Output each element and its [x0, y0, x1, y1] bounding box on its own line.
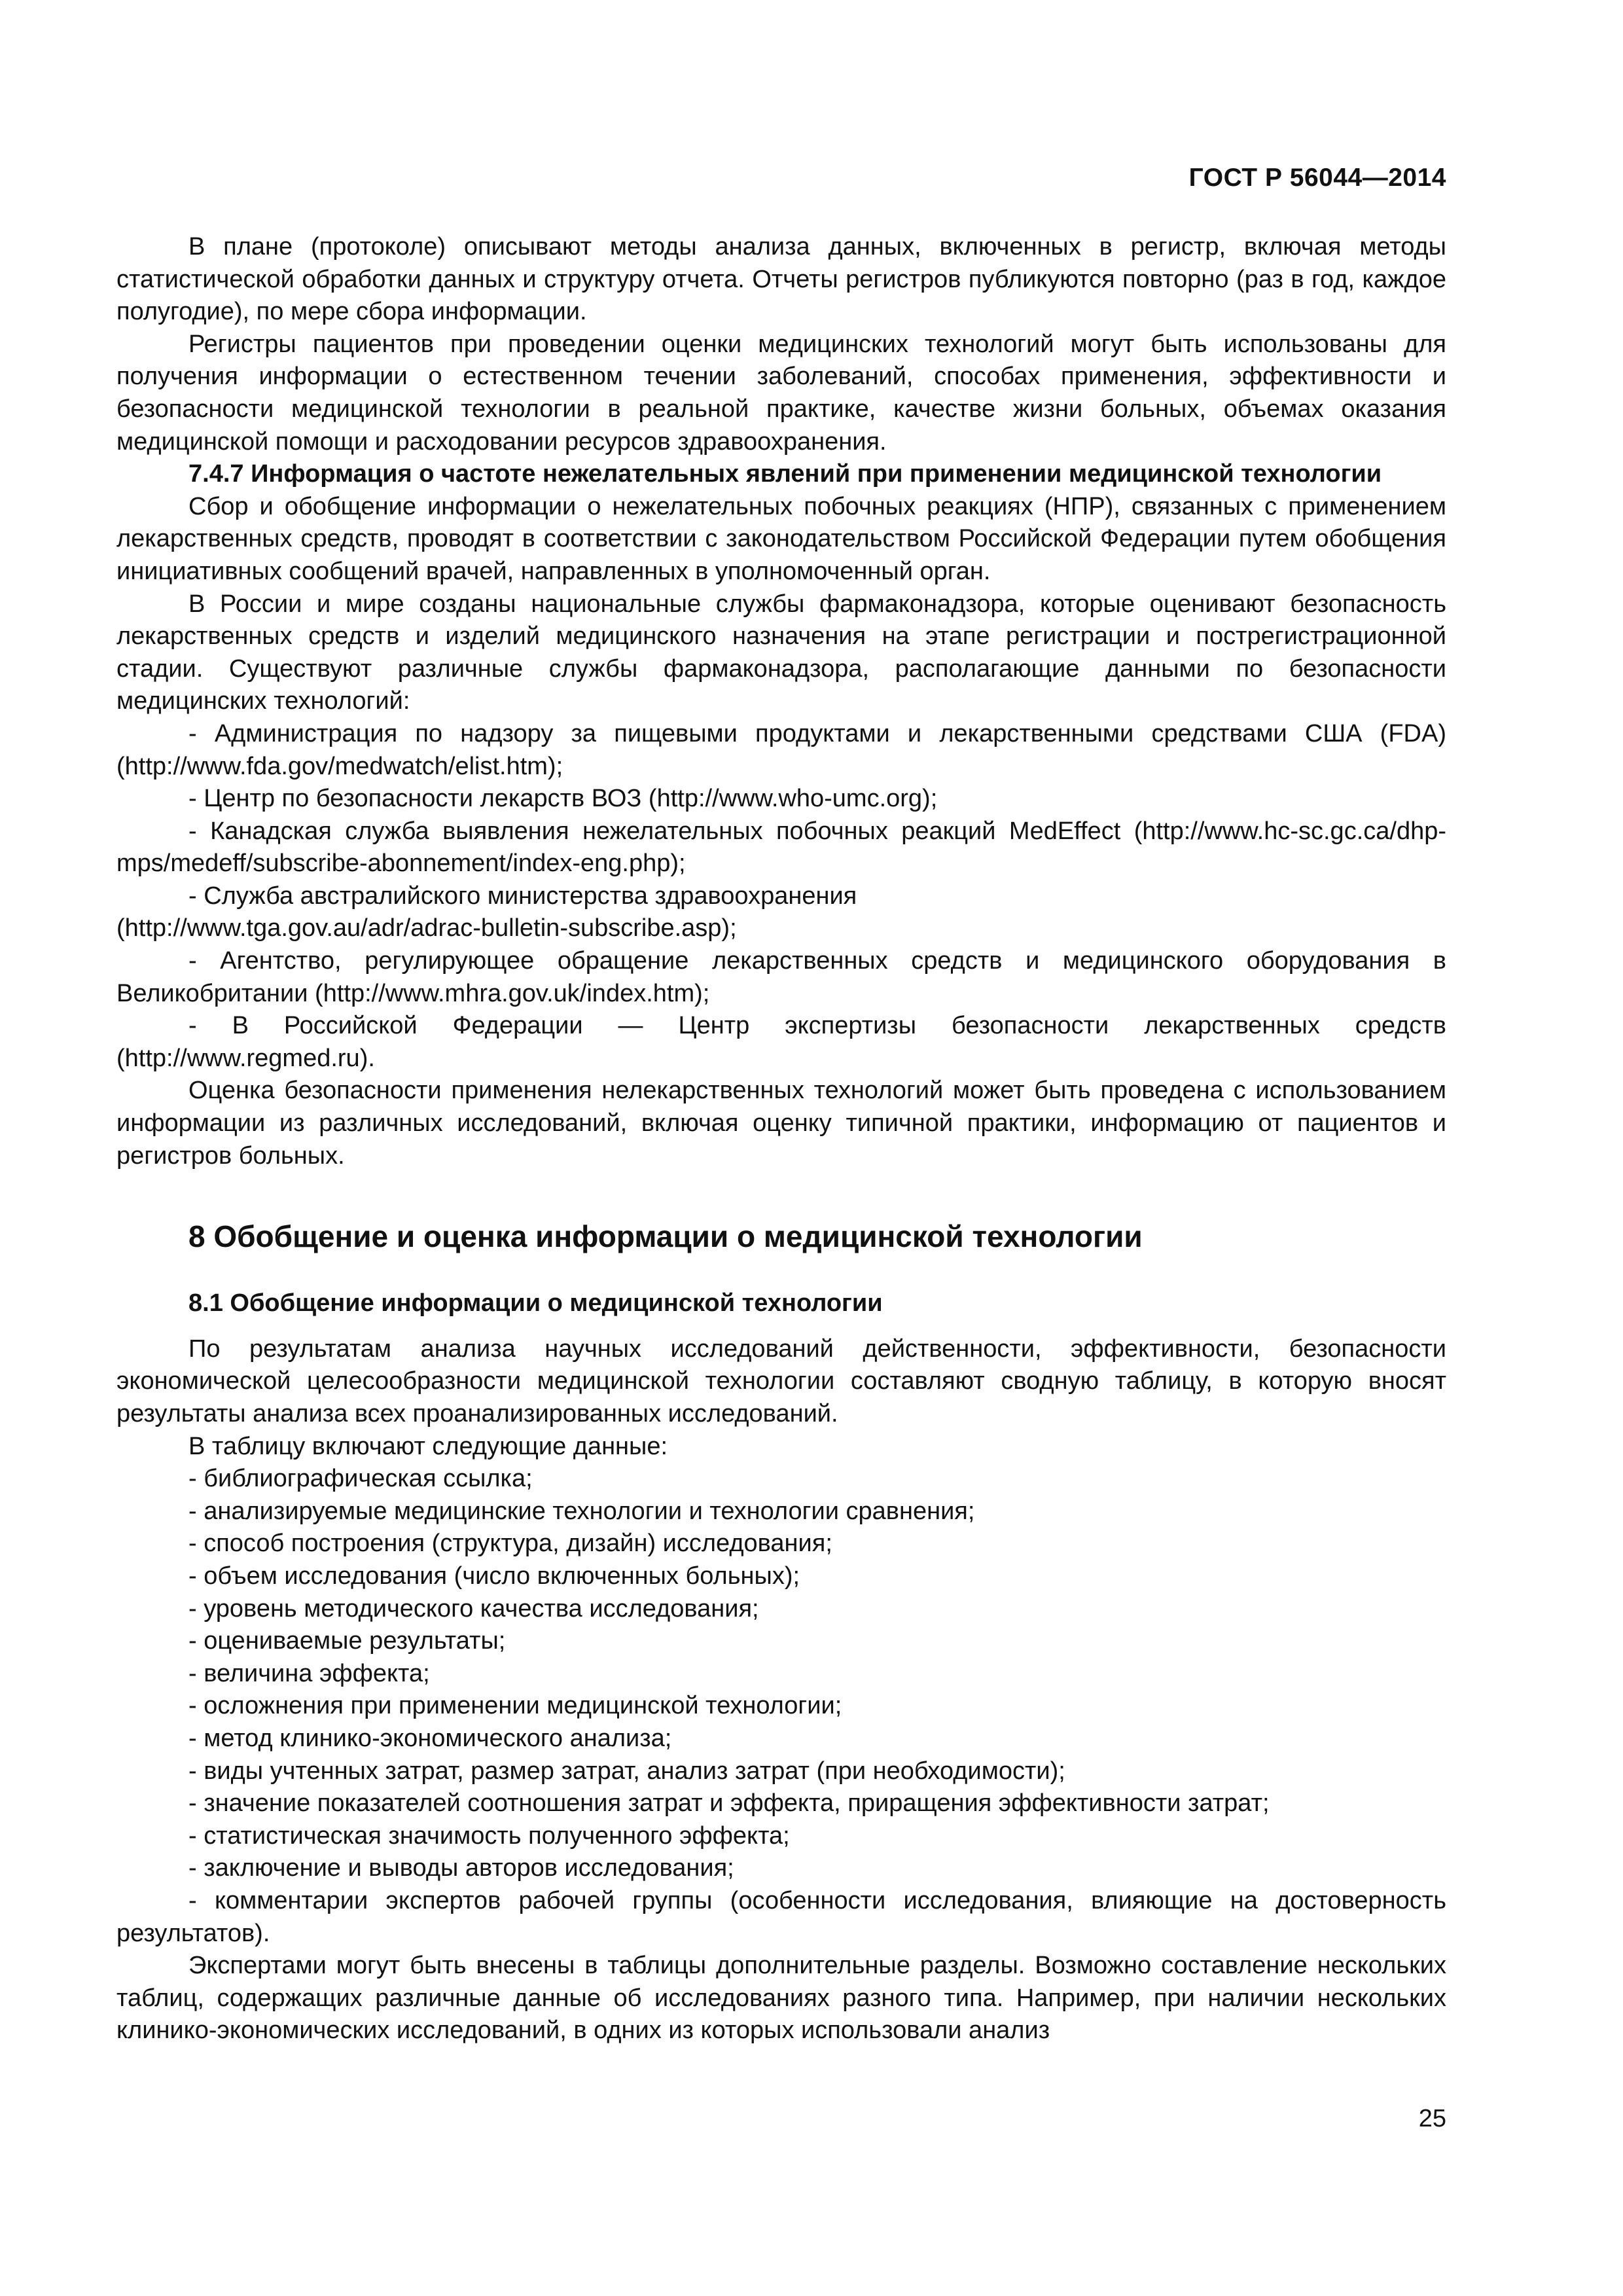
- list-item: - комментарии экспертов рабочей группы (особенности исследования, влияющие на достоверность результатов).: [116, 1886, 1446, 1947]
- list-item: - Агентство, регулирующее обращение лекарственных средств и медицинского оборудования в Великобритании (http://www.mhra.gov.uk/index.htm);: [116, 947, 1446, 1007]
- document-page: [116, 0, 1446, 2296]
- list-item: - В Российской Федерации — Центр экспертизы безопасности лекарственных средств (http://www.regmed.ru).: [116, 1012, 1446, 1072]
- list-item: - анализируемые медицинские технологии и технологии сравнения;: [188, 1497, 975, 1525]
- subsection-heading-7-4-7: 7.4.7 Информация о частоте нежелательных явлений при применении медицинской технологии: [188, 460, 1382, 488]
- list-item: - Служба австралийского министерства здравоохранения: [188, 882, 857, 910]
- list-item: - виды учтенных затрат, размер затрат, анализ затрат (при необходимости);: [188, 1757, 1065, 1785]
- list-item: - Центр по безопасности лекарств ВОЗ (http://www.who-umc.org);: [188, 785, 938, 813]
- list-item: - заключение и выводы авторов исследования;: [188, 1854, 734, 1882]
- list-item: - Администрация по надзору за пищевыми продуктами и лекарственными средствами США (FDA) (http://www.fda.gov/medwatch/elist.htm);: [116, 719, 1446, 780]
- list-item: - уровень методического качества исследования;: [188, 1594, 759, 1623]
- list-item-continuation: (http://www.tga.gov.au/adr/adrac-bulletin-subscribe.asp);: [116, 914, 737, 942]
- paragraph: Оценка безопасности применения нелекарственных технологий может быть проведена с использованием информации из различных исследований, включая оценку типичной практики, информацию от пациентов и регистров больных.: [116, 1077, 1446, 1170]
- list-item: - величина эффекта;: [188, 1659, 430, 1687]
- subsection-heading-8-1: 8.1 Обобщение информации о медицинской технологии: [188, 1289, 883, 1318]
- list-item: - осложнения при применении медицинской технологии;: [188, 1692, 842, 1720]
- list-item: - Канадская служба выявления нежелательных побочных реакций MedEffect (http://www.hc-sc.gc.ca/dhp-mps/medeff/subscribe-abonnement/index-eng.php);: [116, 817, 1446, 878]
- paragraph: По результатам анализа научных исследований действенности, эффективности, безопасности экономической целесообразности медицинской технологии составляют сводную таблицу, в которую вносят результаты анализа всех проанализированных исследований.: [116, 1335, 1446, 1427]
- paragraph: Сбор и обобщение информации о нежелательных побочных реакциях (НПР), связанных с применением лекарственных средств, проводят в соответствии с законодательством Российской Федерации путем обобщения инициативных сообщений врачей, направленных в уполномоченный орган.: [116, 492, 1446, 585]
- paragraph: В плане (протоколе) описывают методы анализа данных, включенных в регистр, включая методы статистической обработки данных и структуру отчета. Отчеты регистров публикуются повторно (раз в год, каждое полугодие), по мере сбора информации.: [116, 233, 1446, 326]
- section-heading-8: 8 Обобщение и оценка информации о медицинской технологии: [188, 1219, 1143, 1254]
- paragraph: Регистры пациентов при проведении оценки медицинских технологий могут быть использованы для получения информации о естественном течении заболеваний, способах применения, эффективности и безопасности медицинской технологии в реальной практике, качестве жизни больных, объемах оказания медицинской помощи и расходовании ресурсов здравоохранения.: [116, 330, 1446, 456]
- paragraph: В России и мире созданы национальные службы фармаконадзора, которые оценивают безопасность лекарственных средств и изделий медицинского назначения на этапе регистрации и пострегистрационной стадии. Существуют различные службы фармаконадзора, располагающие данными по безопасности медицинских технологий:: [116, 590, 1446, 715]
- list-item: - способ построения (структура, дизайн) исследования;: [188, 1530, 832, 1558]
- list-item: - объем исследования (число включенных больных);: [188, 1562, 800, 1590]
- list-item: - статистическая значимость полученного эффекта;: [188, 1821, 790, 1850]
- document-body: [116, 231, 1446, 2047]
- list-item: - значение показателей соотношения затрат и эффекта, приращения эффективности затрат;: [188, 1789, 1270, 1818]
- list-item: - библиографическая ссылка;: [188, 1465, 533, 1493]
- paragraph: В таблицу включают следующие данные:: [188, 1432, 668, 1460]
- list-item: - метод клинико-экономического анализа;: [188, 1724, 672, 1752]
- document-header: ГОСТ Р 56044—2014: [1188, 164, 1446, 192]
- list-item: - оцениваемые результаты;: [188, 1627, 506, 1655]
- page-number: 25: [1418, 2105, 1446, 2132]
- paragraph: Экспертами могут быть внесены в таблицы дополнительные разделы. Возможно составление нескольких таблиц, содержащих различные данные об исследованиях разного типа. Например, при наличии нескольких клинико-экономических исследований, в одних из которых использовали анализ: [116, 1952, 1446, 2045]
